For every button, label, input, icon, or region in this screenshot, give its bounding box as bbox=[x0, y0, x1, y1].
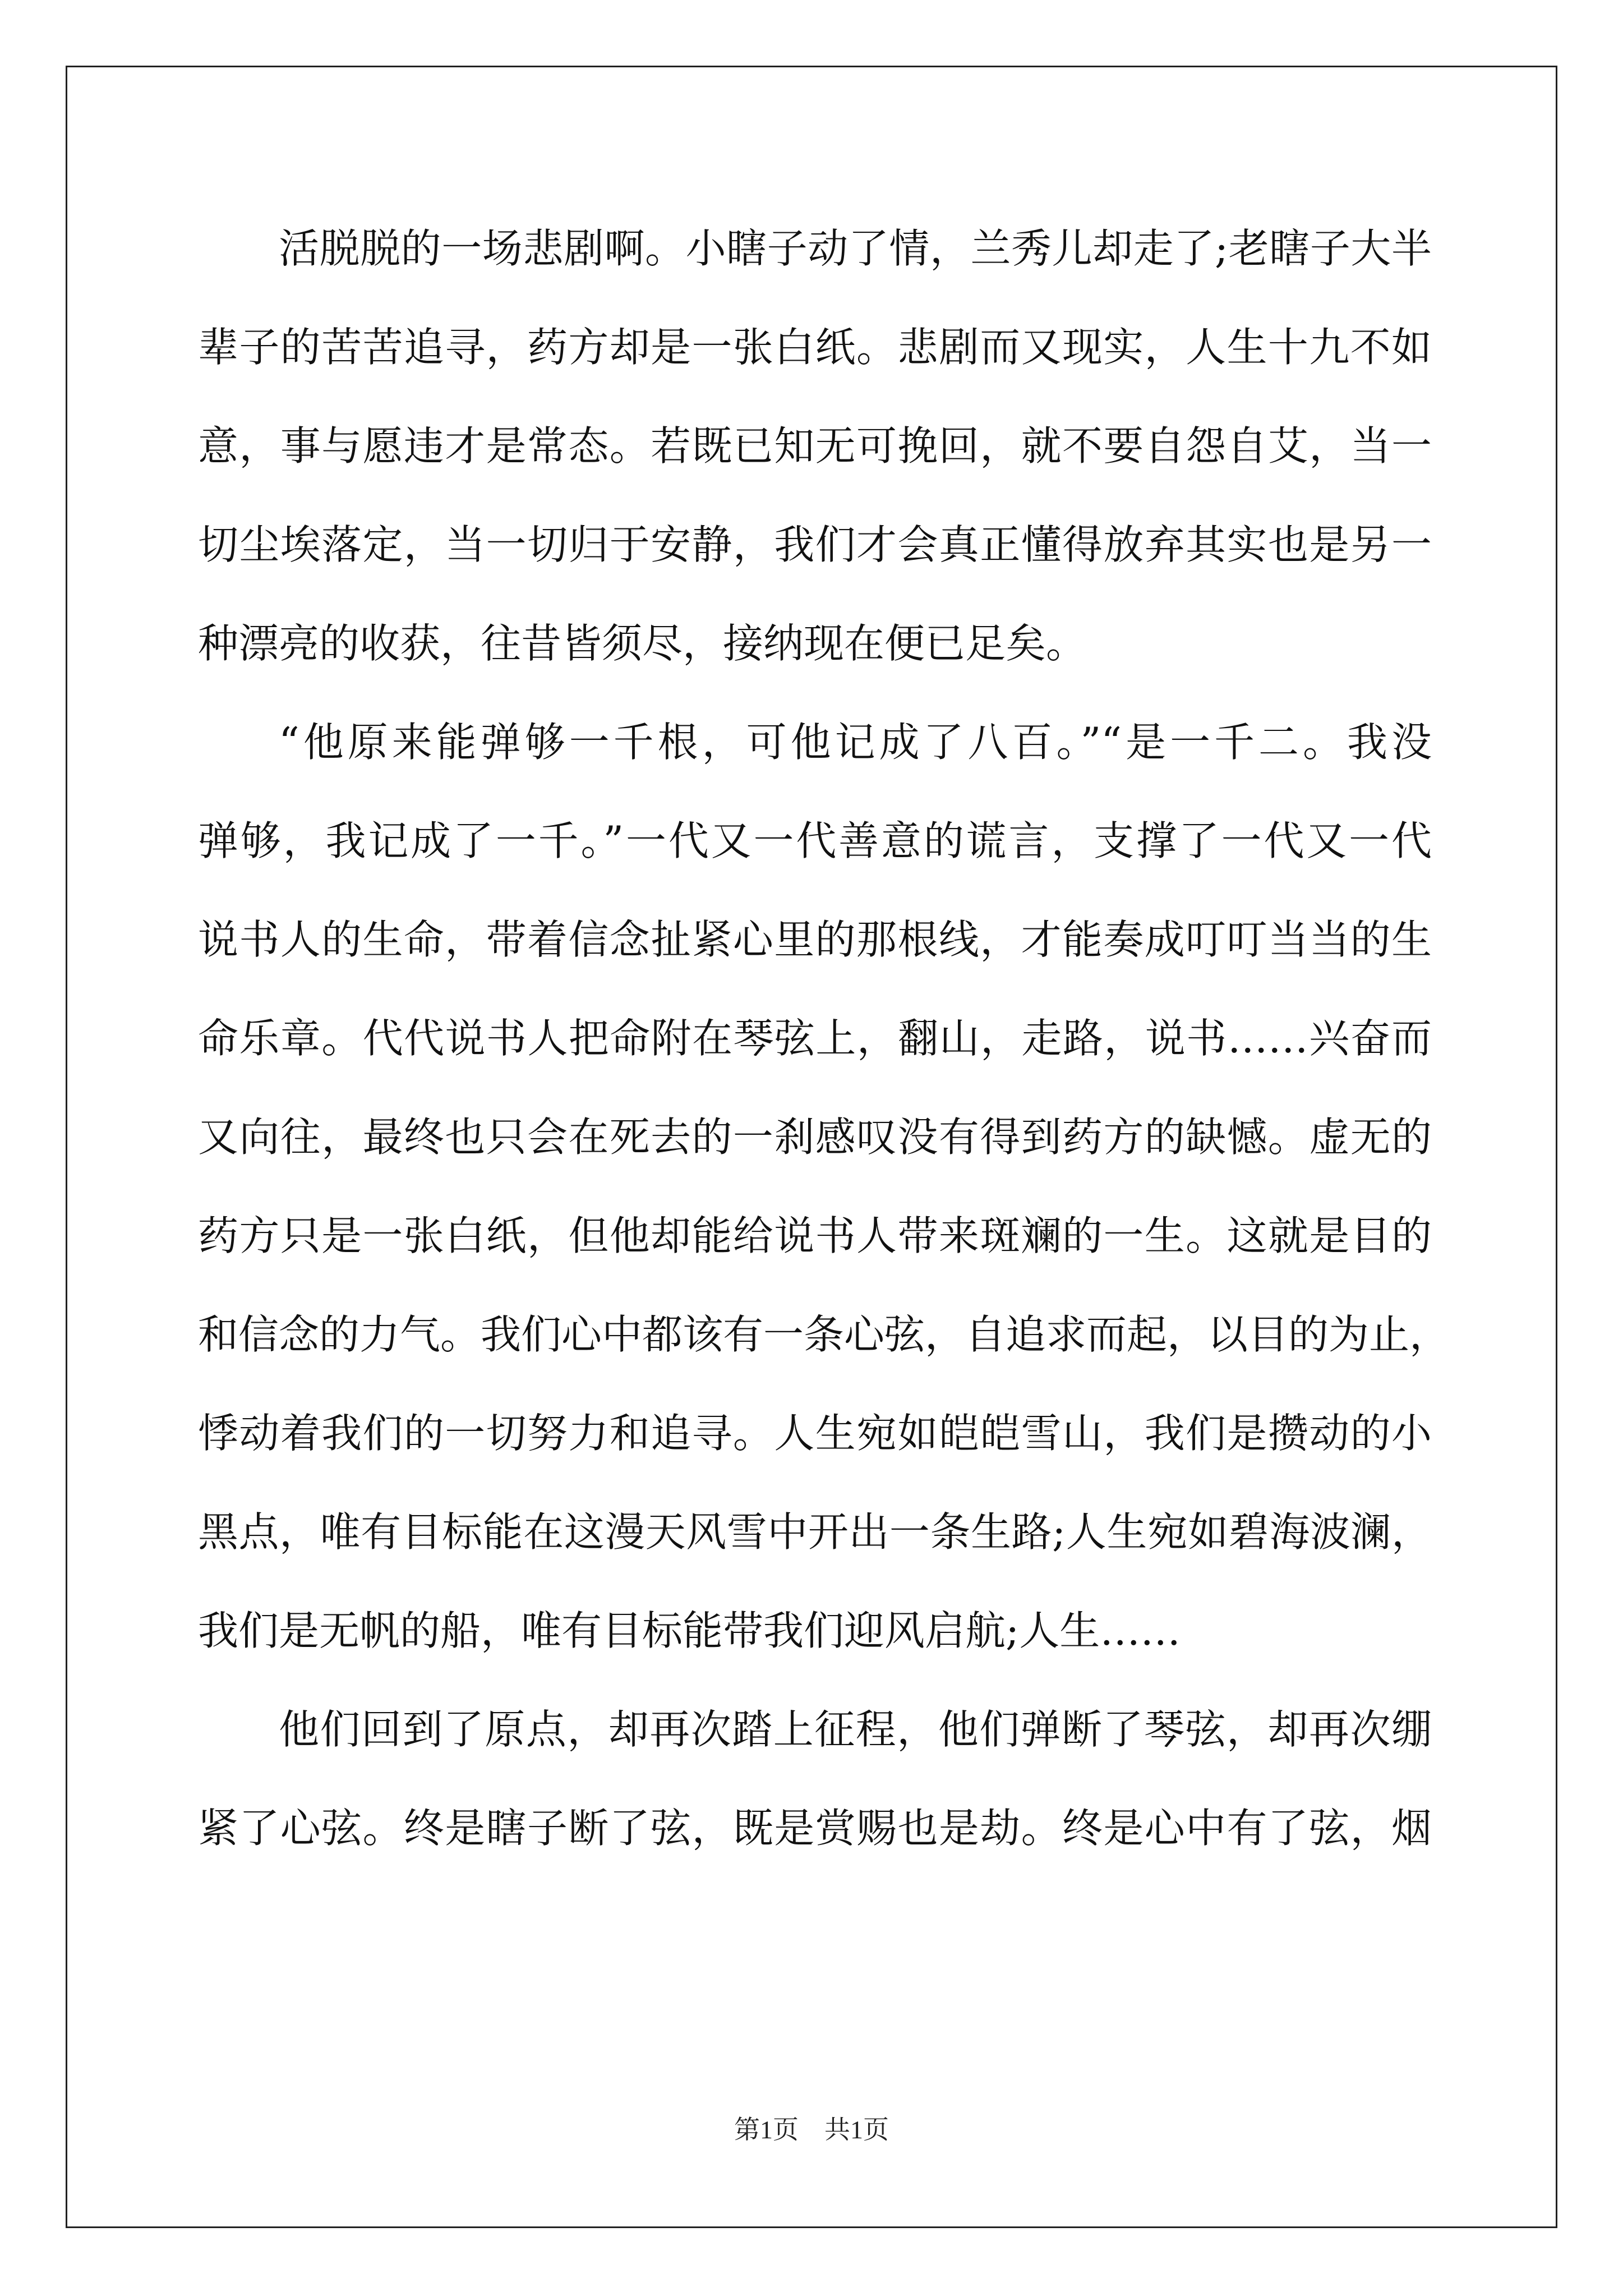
text-line: 切尘埃落定，当一切归于安静，我们才会真正懂得放弃其实也是另一 bbox=[198, 521, 1432, 568]
text-line: 黑点，唯有目标能在这漫天风雪中开出一条生路;人生宛如碧海波澜， bbox=[198, 1508, 1432, 1556]
text-line: 和信念的力气。我们心中都该有一条心弦，自追求而起，以目的为止， bbox=[198, 1311, 1450, 1358]
text-line: 悸动着我们的一切努力和追寻。人生宛如皑皑雪山，我们是攒动的小 bbox=[198, 1410, 1432, 1457]
text-line: 我们是无帆的船，唯有目标能带我们迎风启航;人生…… bbox=[198, 1607, 1181, 1654]
text-line: 弹够，我记成了一千。”一代又一代善意的谎言，支撑了一代又一代 bbox=[198, 817, 1432, 864]
page-number-footer: 第1页 共1页 bbox=[734, 2115, 889, 2144]
text-line: 他们回到了原点，却再次踏上征程，他们弹断了琴弦，却再次绷 bbox=[279, 1706, 1432, 1753]
text-line: 辈子的苦苦追寻，药方却是一张白纸。悲剧而又现实，人生十九不如 bbox=[198, 324, 1432, 371]
text-line: 紧了心弦。终是瞎子断了弦，既是赏赐也是劫。终是心中有了弦，烟 bbox=[198, 1805, 1432, 1852]
text-line: 药方只是一张白纸，但他却能给说书人带来斑斓的一生。这就是目的 bbox=[198, 1212, 1432, 1259]
text-line: 种漂亮的收获，往昔皆须尽，接纳现在便已足矣。 bbox=[198, 620, 1087, 667]
text-line: 说书人的生命，带着信念扯紧心里的那根线，才能奏成叮叮当当的生 bbox=[198, 916, 1432, 963]
text-line: 活脱脱的一场悲剧啊。小瞎子动了情，兰秀儿却走了;老瞎子大半 bbox=[279, 225, 1432, 272]
text-line: 又向往，最终也只会在死去的一刹感叹没有得到药方的缺憾。虚无的 bbox=[198, 1114, 1432, 1161]
text-line: 意，事与愿违才是常态。若既已知无可挽回，就不要自怨自艾，当一 bbox=[198, 422, 1432, 470]
text-line: 命乐章。代代说书人把命附在琴弦上，翻山，走路，说书……兴奋而 bbox=[198, 1015, 1432, 1062]
document-body bbox=[198, 199, 1450, 1878]
text-line: “他原来能弹够一千根，可他记成了八百。”“是一千二。我没 bbox=[279, 719, 1432, 766]
